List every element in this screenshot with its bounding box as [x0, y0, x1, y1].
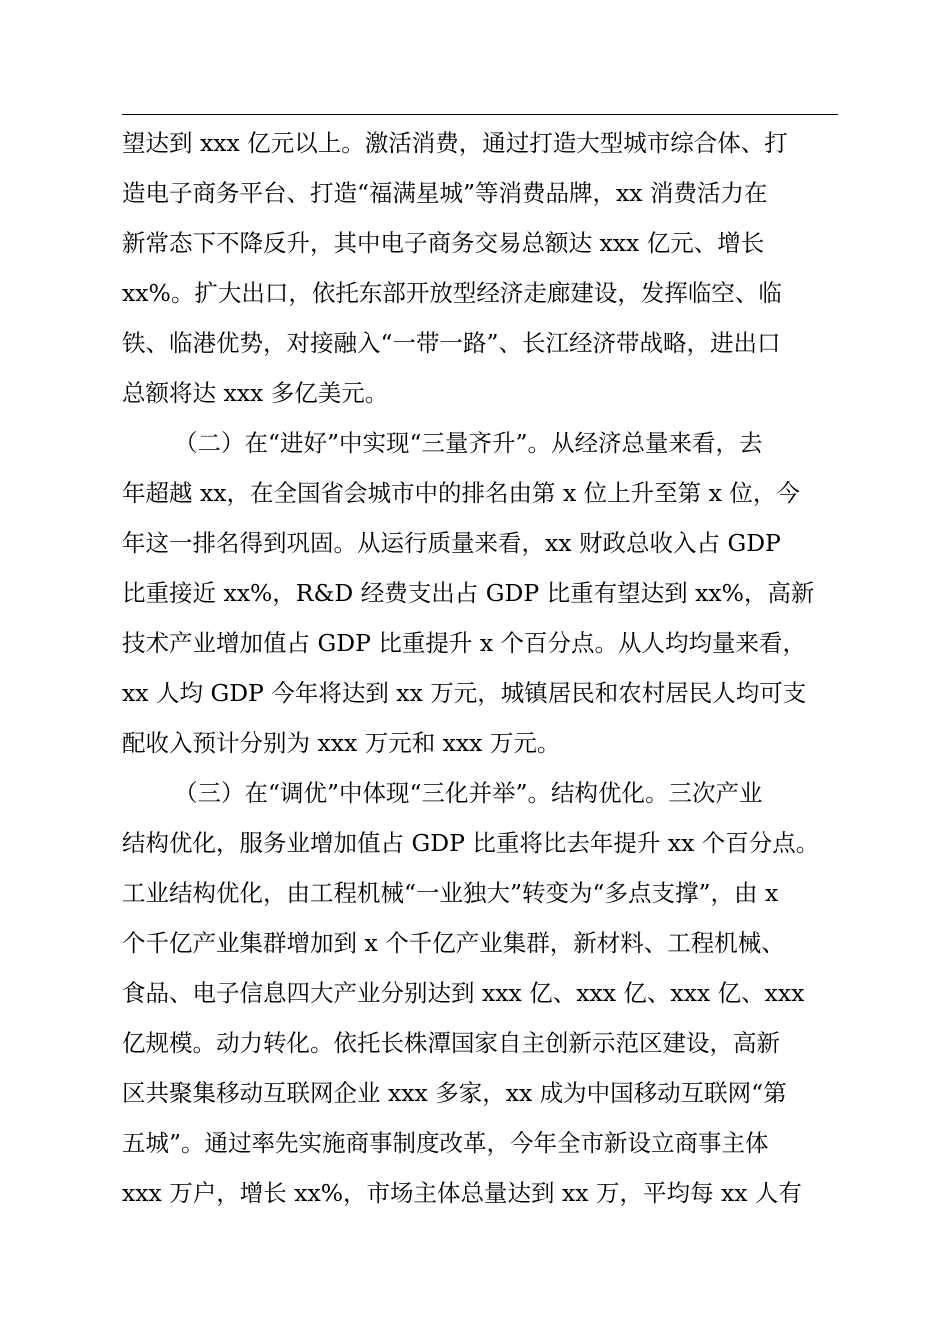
- text-line: 年这一排名得到巩固。从运行质量来看，xx 财政总收入占 GDP: [122, 529, 781, 557]
- text-line: 配收入预计分别为 xxx 万元和 xxx 万元。: [122, 729, 561, 757]
- text-line: 结构优化，服务业增加值占 GDP 比重将比去年提升 xx 个百分点。: [122, 829, 820, 857]
- text-line: 比重接近 xx%，R&D 经费支出占 GDP 比重有望达到 xx%，高新: [122, 579, 815, 607]
- text-line: xx 人均 GDP 今年将达到 xx 万元，城镇居民和农村居民人均可支: [122, 679, 807, 707]
- text-line: 总额将达 xxx 多亿美元。: [122, 379, 389, 407]
- text-line: 五城”。通过率先实施商事制度改革，今年全市新设立商事主体: [122, 1129, 769, 1157]
- text-line: 新常态下不降反升，其中电子商务交易总额达 xxx 亿元、增长: [122, 229, 765, 257]
- text-line: 亿规模。动力转化。依托长株潭国家自主创新示范区建设，高新: [122, 1029, 780, 1057]
- text-line: 造电子商务平台、打造“福满星城”等消费品牌，xx 消费活力在: [122, 179, 768, 207]
- text-line: xxx 万户，增长 xx%，市场主体总量达到 xx 万，平均每 xx 人有: [122, 1179, 802, 1207]
- text-line: 年超越 xx，在全国省会城市中的排名由第 x 位上升至第 x 位，今: [122, 479, 800, 507]
- section-heading-line: （二）在“进好”中实现“三量齐升”。从经济总量来看，去: [174, 429, 763, 457]
- text-line: 区共聚集移动互联网企业 xxx 多家，xx 成为中国移动互联网“第: [122, 1079, 787, 1107]
- header-rule: [122, 114, 838, 115]
- document-body: [122, 118, 850, 1218]
- text-line: 技术产业增加值占 GDP 比重提升 x 个百分点。从人均均量来看，: [122, 629, 807, 657]
- text-line: 个千亿产业集群增加到 x 个千亿产业集群，新材料、工程机械、: [122, 929, 785, 957]
- text-line: 望达到 xxx 亿元以上。激活消费，通过打造大型城市综合体、打: [122, 129, 788, 157]
- section-heading-line: （三）在“调优”中体现“三化并举”。结构优化。三次产业: [174, 779, 763, 807]
- text-line: 食品、电子信息四大产业分别达到 xxx 亿、xxx 亿、xxx 亿、xxx: [122, 979, 805, 1007]
- text-line: xx%。扩大出口，依托东部开放型经济走廊建设，发挥临空、临: [122, 279, 782, 307]
- text-line: 铁、临港优势，对接融入“一带一路”、长江经济带战略，进出口: [122, 329, 781, 357]
- text-line: 工业结构优化，由工程机械“一业独大”转变为“多点支撑”，由 x: [122, 879, 779, 907]
